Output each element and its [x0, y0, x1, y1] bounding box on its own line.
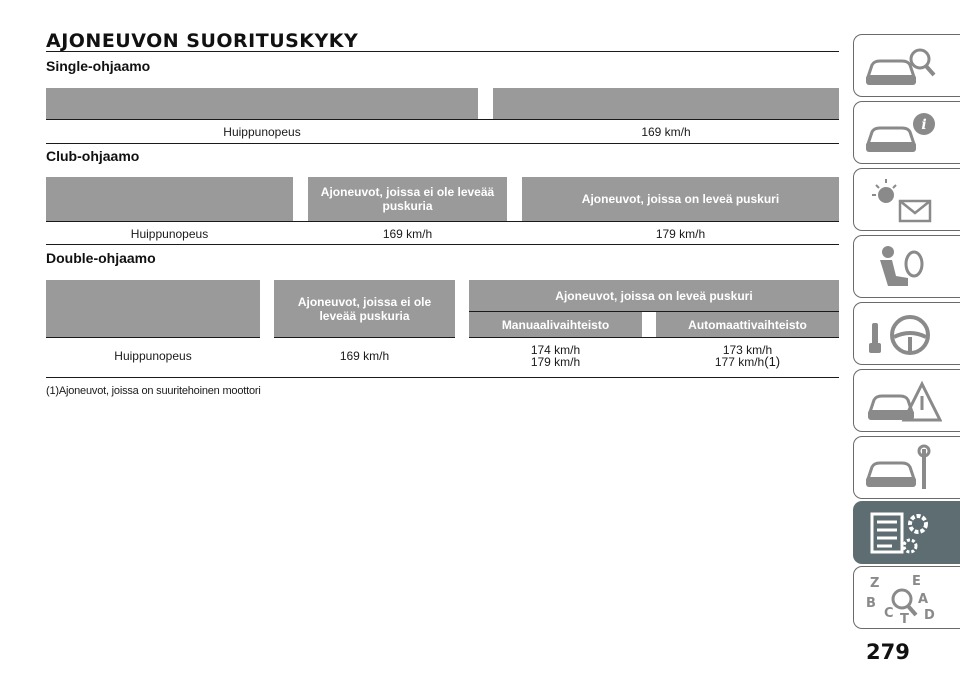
- club-cab-table: [46, 177, 839, 245]
- page-number: 279: [866, 640, 910, 664]
- double-cab-table: [46, 280, 839, 378]
- tab-maintenance[interactable]: [853, 436, 960, 499]
- tab-starting-driving[interactable]: [853, 302, 960, 365]
- svg-text:E: E: [912, 574, 921, 589]
- club-row-value-1: 169 km/h: [308, 222, 507, 245]
- club-header-wide-bumper: Ajoneuvot, joissa on leveä puskuri: [522, 177, 839, 222]
- warning-lights-icon: [862, 175, 942, 227]
- tab-car-search[interactable]: [853, 34, 960, 97]
- svg-text:C: C: [884, 606, 894, 621]
- club-cab-heading: Club-ohjaamo: [46, 148, 140, 164]
- double-header-wide-bumper: Ajoneuvot, joissa on leveä puskuri: [469, 280, 839, 312]
- double-subheader-manual: Manuaalivaihteisto: [469, 312, 642, 338]
- double-cab-heading: Double-ohjaamo: [46, 250, 156, 266]
- single-cab-table: [46, 88, 839, 144]
- single-row-value: 169 km/h: [493, 120, 839, 144]
- tab-specifications[interactable]: [853, 501, 960, 564]
- double-row-label: Huippunopeus: [46, 338, 260, 378]
- manual-value-b: 179 km/h: [530, 355, 581, 369]
- club-row-label: Huippunopeus: [46, 222, 293, 245]
- club-header-empty: [46, 177, 293, 222]
- auto-value-b: 177 km/h: [714, 355, 765, 369]
- svg-text:A: A: [918, 592, 929, 607]
- steering-key-icon: [862, 309, 942, 361]
- double-row-manual: [469, 338, 642, 378]
- car-search-icon: [862, 41, 942, 93]
- footnote-marker: (1): [764, 354, 781, 369]
- double-subheader-automatic: Automaattivaihteisto: [656, 312, 839, 338]
- tab-car-info[interactable]: [853, 101, 960, 164]
- single-cab-heading: Single-ohjaamo: [46, 58, 151, 74]
- alphabetical-index-icon: [862, 573, 942, 625]
- svg-text:i: i: [921, 117, 927, 133]
- car-info-icon: [862, 108, 942, 160]
- club-row-value-2: 179 km/h: [522, 222, 839, 245]
- club-header-no-wide-bumper: Ajoneuvot, joissa ei ole leveää puskuria: [308, 177, 507, 222]
- svg-text:T: T: [900, 612, 909, 625]
- tab-emergency[interactable]: [853, 369, 960, 432]
- double-header-empty: [46, 280, 260, 338]
- svg-text:D: D: [924, 608, 935, 623]
- car-maintenance-icon: [862, 443, 942, 495]
- double-header-no-wide-bumper: Ajoneuvot, joissa ei ole leveää puskuria: [274, 280, 455, 338]
- footnote: (1)Ajoneuvot, joissa on suuritehoinen moottori: [46, 385, 261, 397]
- svg-text:Z: Z: [870, 576, 880, 591]
- page-title: AJONEUVON SUORITUSKYKY: [46, 30, 359, 52]
- svg-text:B: B: [866, 596, 876, 611]
- auto-value-a: 173 km/h: [722, 343, 773, 357]
- car-breakdown-icon: [862, 376, 942, 428]
- tab-safety[interactable]: [853, 235, 960, 298]
- manual-value-a: 174 km/h: [530, 343, 581, 357]
- airbag-seat-icon: [862, 242, 942, 294]
- double-row-automatic: [656, 338, 839, 378]
- tab-alphabetical-index[interactable]: [853, 566, 960, 629]
- single-header-cell-2: [493, 88, 839, 120]
- single-row-label: Huippunopeus: [46, 120, 478, 144]
- single-header-cell-1: [46, 88, 478, 120]
- title-rule: [46, 51, 839, 52]
- specifications-icon: [862, 508, 942, 560]
- tab-warning-lights[interactable]: [853, 168, 960, 231]
- double-row-value-1: 169 km/h: [274, 338, 455, 378]
